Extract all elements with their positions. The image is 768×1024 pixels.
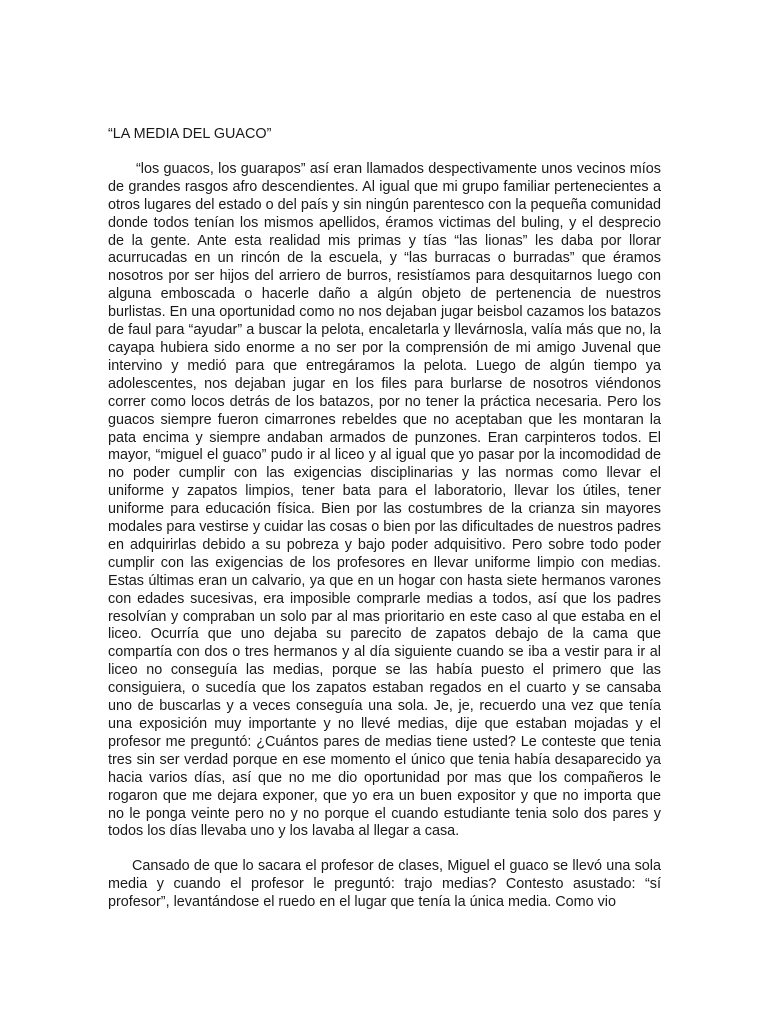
document-title: “LA MEDIA DEL GUACO” xyxy=(108,126,272,142)
document-body xyxy=(108,126,661,912)
paragraph-2: Cansado de que lo sacara el profesor de clases, Miguel el guaco se llevó una sola media y cuando el profesor le preguntó: trajo medias? Contesto asustado: “sí profesor”, levantándose el ruedo en el lugar que tenía la única media. Como vio xyxy=(108,858,661,911)
paragraph-1: “los guacos, los guarapos” así eran llamados despectivamente unos vecinos míos de grandes rasgos afro descendientes. Al igual que mi grupo familiar pertenecientes a otros lugares del estado o del país y sin ningún parentesco con la pequeña comunidad donde todos tenían los mismos apellidos, éramos victimas del buling, y el desprecio de la gente. Ante esta realidad mis primas y tías “las lionas” les daba por llorar acurrucadas en un rincón de la escuela, y “las burracas o burradas” que éramos nosotros por ser hijos del arriero de burros, resistíamos para desquitarnos luego con alguna emboscada o hacerle daño a algún objeto de pertenencia de nuestros burlistas. En una oportunidad como no nos dejaban jugar beisbol cazamos los batazos de faul para “ayudar” a buscar la pelota, encaletarla y llevárnosla, valía más que no, la cayapa hubiera sido enorme a no ser por la comprensión de mi amigo Juvenal que intervino y medió para que entregáramos la pelota. Luego de algún tiempo ya adolescentes, nos dejaban jugar en los files para burlarse de nosotros viéndonos correr como locos detrás de los batazos, por no tener la práctica necesaria. Pero los guacos siempre fueron cimarrones rebeldes que no aceptaban que les montaran la pata encima y siempre andaban armados de punzones. Eran carpinteros todos. El mayor, “miguel el guaco” pudo ir al liceo y al igual que yo pasar por la incomodidad de no poder cumplir con las exigencias disciplinarias y las normas como llevar el uniforme y zapatos limpios, tener bata para el laboratorio, llevar los útiles, tener uniforme para educación física. Bien por las costumbres de la crianza sin mayores modales para vestirse y cuidar las cosas o bien por las dificultades de nuestros padres en adquirirlas debido a su pobreza y bajo poder adquisitivo. Pero sobre todo poder cumplir con las exigencias de los profesores en llevar uniforme limpio con medias. Estas últimas eran un calvario, ya que en un hogar con hasta siete hermanos varones con edades sucesivas, era imposible comprarle medias a todos, así que los padres resolvían y compraban un solo par al mas prioritario en este caso al que estaba en el liceo. Ocurría que uno dejaba su parecito de zapatos debajo de la cama que compartía con dos o tres hermanos y al día siguiente cuando se iba a vestir para ir al liceo no conseguía las medias, porque se las había puesto el primero que las consiguiera, o sucedía que los zapatos estaban regados en el cuarto y se cansaba uno de buscarlas y a veces conseguía una sola. Je, je, recuerdo una vez que tenía una exposición muy importante y no llevé medias, dije que estaban mojadas y el profesor me preguntó: ¿Cuántos pares de medias tiene usted? Le conteste que tenia tres sin ser verdad porque en ese momento el único que tenia había desaparecido ya hacia varios días, así que no me dio oportunidad por mas que los compañeros le rogaron que me dejara exponer, que yo era un buen expositor y que no importa que no le ponga veinte pero no y no porque el cuando estudiante tenia solo dos pares y todos los días llevaba uno y los lavaba al llegar a casa. xyxy=(108,160,661,840)
